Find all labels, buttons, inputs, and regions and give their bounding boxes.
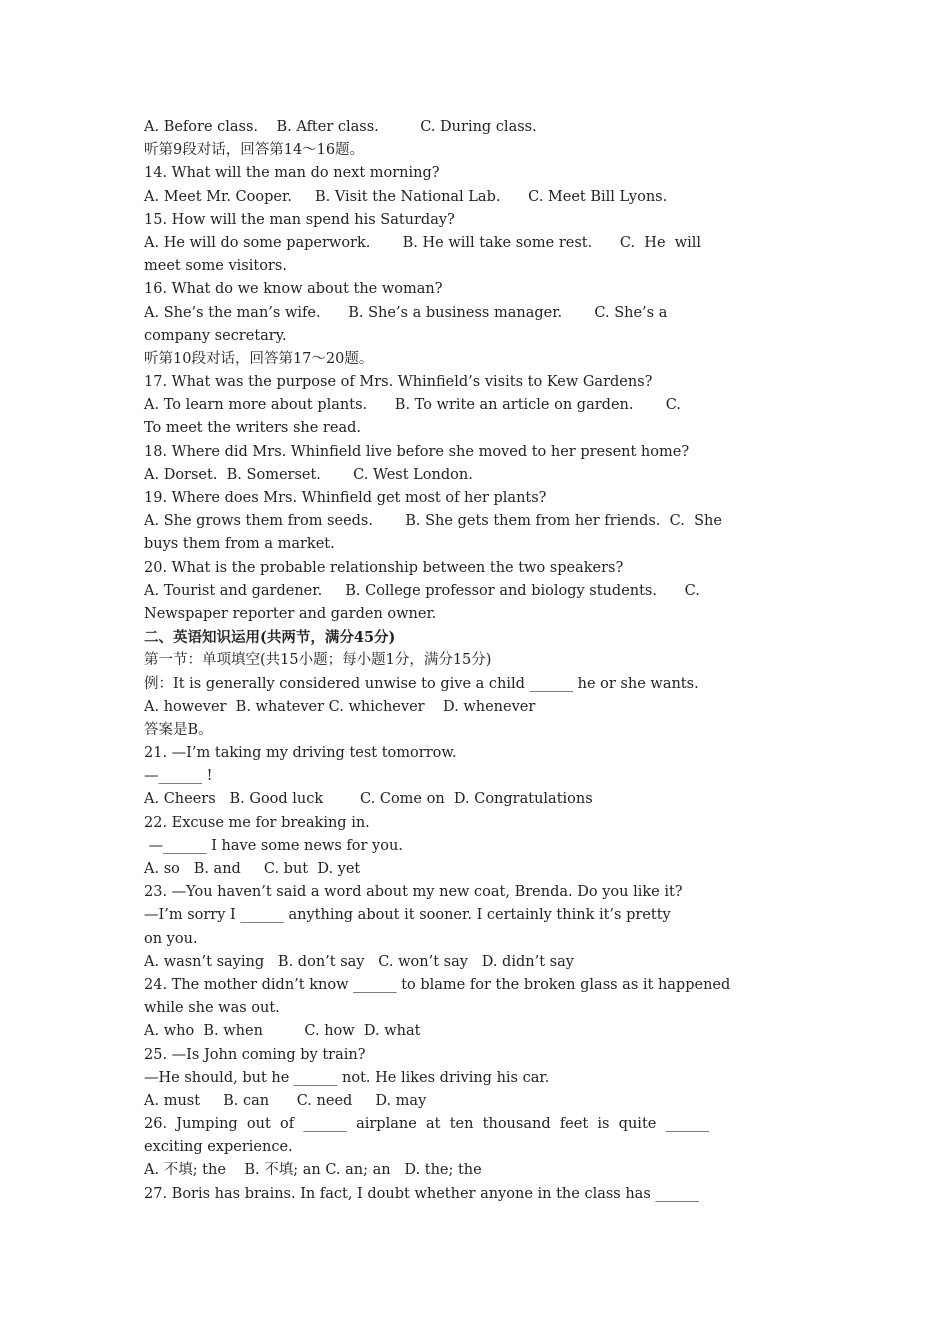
q21-response: —______ !: [144, 768, 213, 785]
q14-options: A. Meet Mr. Cooper. B. Visit the National Lab. C. Meet Bill Lyons.: [144, 188, 668, 205]
document-page: [144, 116, 808, 1206]
q20-options-line-1: A. Tourist and gardener. B. College professor and biology students. C.: [144, 582, 700, 599]
q23-response-line-2: on you.: [144, 930, 198, 947]
question-27-line-1: 27. Boris has brains. In fact, I doubt whether anyone in the class has ______: [144, 1185, 699, 1202]
question-18: 18. Where did Mrs. Whinfield live before she moved to her present home?: [144, 443, 690, 460]
q21-options: A. Cheers B. Good luck C. Come on D. Congratulations: [144, 791, 593, 808]
question-17: 17. What was the purpose of Mrs. Whinfield’s visits to Kew Gardens?: [144, 374, 653, 391]
q25-response: —He should, but he ______ not. He likes driving his car.: [144, 1069, 550, 1086]
question-25: 25. —Is John coming by train?: [144, 1046, 366, 1063]
q17-options-line-2: To meet the writers she read.: [144, 420, 361, 437]
question-24-line-1: 24. The mother didn’t know ______ to blame for the broken glass as it happened: [144, 976, 731, 993]
question-21: 21. —I’m taking my driving test tomorrow.: [144, 745, 457, 762]
q23-options: A. wasn’t saying B. don’t say C. won’t say D. didn’t say: [144, 953, 574, 970]
question-24-line-2: while she was out.: [144, 1000, 280, 1017]
section-heading-dialogue-10: 听第10段对话，回答第17～20题。: [144, 350, 374, 367]
q15-options-line-2: meet some visitors.: [144, 258, 287, 275]
q19-options-line-1: A. She grows them from seeds. B. She gets them from her friends. C. She: [144, 513, 722, 530]
example-question: 例：It is generally considered unwise to give a child ______ he or she wants.: [144, 675, 699, 692]
q24-options: A. who B. when C. how D. what: [144, 1023, 421, 1040]
example-answer: 答案是B。: [144, 721, 213, 738]
question-26-line-1: 26. Jumping out of ______ airplane at ten thousand feet is quite ______: [144, 1116, 710, 1133]
question-16: 16. What do we know about the woman?: [144, 281, 443, 298]
question-20: 20. What is the probable relationship between the two speakers?: [144, 559, 624, 576]
section-one-heading: 第一节：单项填空(共15小题；每小题1分，满分15分): [144, 652, 492, 669]
question-26-line-2: exciting experience.: [144, 1139, 293, 1156]
q25-options: A. must B. can C. need D. may: [144, 1092, 427, 1109]
section-heading-dialogue-9: 听第9段对话，回答第14～16题。: [144, 142, 365, 159]
q15-options-line-1: A. He will do some paperwork. B. He will take some rest. C. He will: [144, 234, 702, 251]
question-15: 15. How will the man spend his Saturday?: [144, 211, 455, 228]
question-23: 23. —You haven’t said a word about my new coat, Brenda. Do you like it?: [144, 884, 683, 901]
q13-options: A. Before class. B. After class. C. During class.: [144, 119, 537, 135]
q19-options-line-2: buys them from a market.: [144, 536, 335, 553]
q17-options-line-1: A. To learn more about plants. B. To write an article on garden. C.: [144, 397, 681, 414]
q26-options: A. 不填; the B. 不填; an C. an; an D. the; the: [144, 1162, 482, 1179]
example-options: A. however B. whatever C. whichever D. whenever: [144, 698, 536, 715]
question-19: 19. Where does Mrs. Whinfield get most of her plants?: [144, 490, 547, 506]
q22-options: A. so B. and C. but D. yet: [144, 861, 361, 877]
question-14: 14. What will the man do next morning?: [144, 165, 440, 182]
q22-response: —______ I have some news for you.: [144, 837, 403, 854]
q16-options-line-1: A. She’s the man’s wife. B. She’s a business manager. C. She’s a: [144, 304, 668, 321]
question-22: 22. Excuse me for breaking in.: [144, 814, 370, 831]
q23-response-line-1: —I’m sorry I ______ anything about it sooner. I certainly think it’s pretty: [144, 907, 671, 924]
q18-options: A. Dorset. B. Somerset. C. West London.: [144, 466, 473, 483]
q16-options-line-2: company secretary.: [144, 327, 287, 344]
part-two-heading: 二、英语知识运用(共两节，满分45分): [144, 629, 396, 647]
q20-options-line-2: Newspaper reporter and garden owner.: [144, 605, 437, 622]
